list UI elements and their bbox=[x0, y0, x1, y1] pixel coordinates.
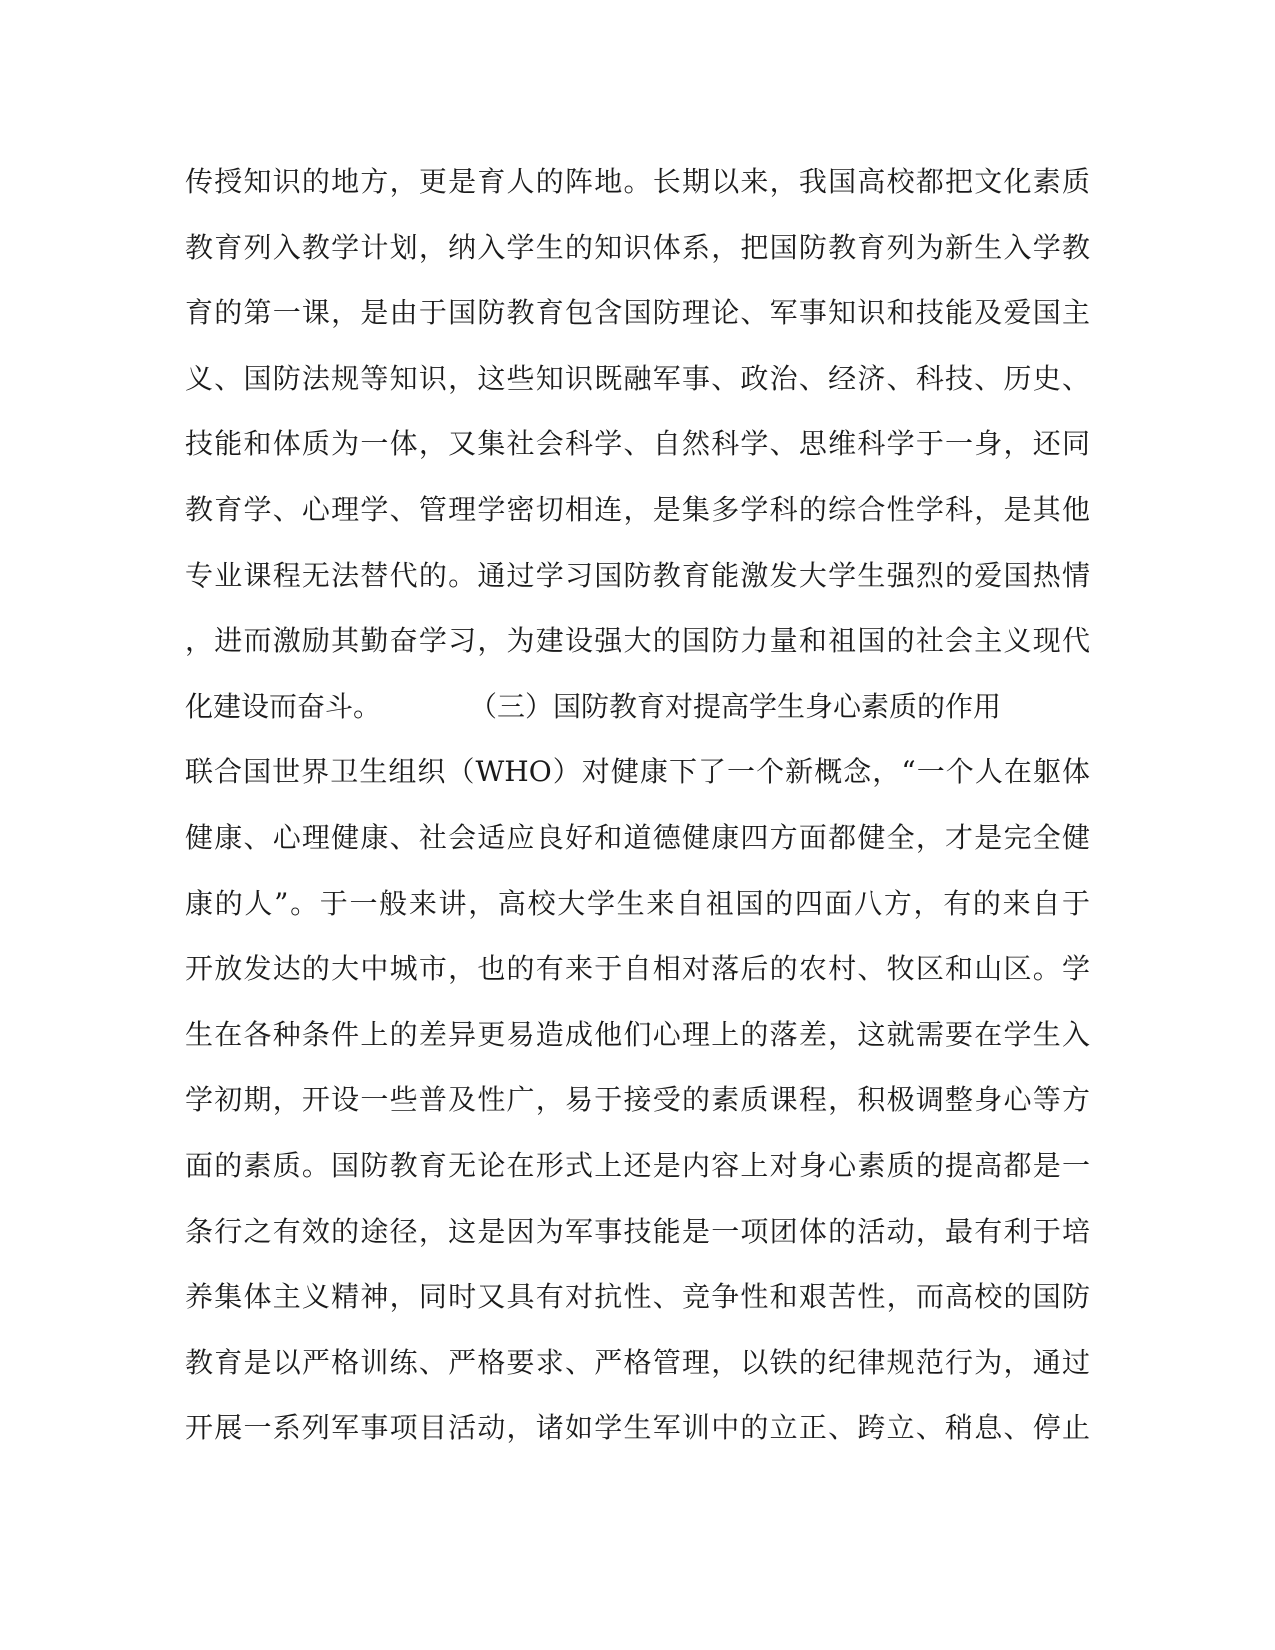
text-line-with-heading bbox=[185, 687, 1090, 753]
text-line: 生在各种条件上的差异更易造成他们心理上的落差，这就需要在学生入 bbox=[185, 1017, 1090, 1051]
text-line: 专业课程无法替代的。通过学习国防教育能激发大学生强烈的爱国热情 bbox=[185, 558, 1090, 592]
body-text bbox=[185, 162, 1090, 1474]
text-line: 教育是以严格训练、严格要求、严格管理，以铁的纪律规范行为，通过 bbox=[185, 1345, 1090, 1379]
text-line: 传授知识的地方，更是育人的阵地。长期以来，我国高校都把文化素质 bbox=[185, 165, 1090, 198]
text-line: 义、国防法规等知识，这些知识既融军事、政治、经济、科技、历史、 bbox=[185, 361, 1090, 395]
text-line: 育的第一课，是由于国防教育包含国防理论、军事知识和技能及爱国主 bbox=[185, 296, 1090, 330]
section-heading: （三）国防教育对提高学生身心素质的作用 bbox=[469, 689, 1002, 723]
text-line: 条行之有效的途径，这是因为军事技能是一项团体的活动，最有利于培 bbox=[185, 1214, 1090, 1248]
text-line: 康的人”。于一般来讲，高校大学生来自祖国的四面八方，有的来自于 bbox=[185, 886, 1090, 920]
text-line: 学初期，开设一些普及性广，易于接受的素质课程，积极调整身心等方 bbox=[185, 1083, 1090, 1117]
text-line: 健康、心理健康、社会适应良好和道德健康四方面都健全，才是完全健 bbox=[185, 820, 1090, 854]
paragraph-end-text: 化建设而奋斗。 bbox=[185, 689, 382, 723]
text-line: 开展一系列军事项目活动，诸如学生军训中的立正、跨立、稍息、停止 bbox=[185, 1411, 1090, 1445]
text-line: 面的素质。国防教育无论在形式上还是内容上对身心素质的提高都是一 bbox=[185, 1148, 1090, 1182]
text-line: 教育列入教学计划，纳入学生的知识体系，把国防教育列为新生入学教 bbox=[185, 230, 1090, 264]
text-line: 养集体主义精神，同时又具有对抗性、竞争性和艰苦性，而高校的国防 bbox=[185, 1280, 1090, 1314]
text-line: ，进而激励其勤奋学习，为建设强大的国防力量和祖国的社会主义现代 bbox=[185, 624, 1090, 658]
text-line: 联合国世界卫生组织（WHO）对健康下了一个新概念，“一个人在躯体 bbox=[185, 755, 1090, 789]
text-line: 开放发达的大中城市，也的有来于自相对落后的农村、牧区和山区。学 bbox=[185, 952, 1090, 986]
text-line: 教育学、心理学、管理学密切相连，是集多学科的综合性学科，是其他 bbox=[185, 492, 1090, 526]
text-line: 技能和体质为一体，又集社会科学、自然科学、思维科学于一身，还同 bbox=[185, 427, 1090, 461]
